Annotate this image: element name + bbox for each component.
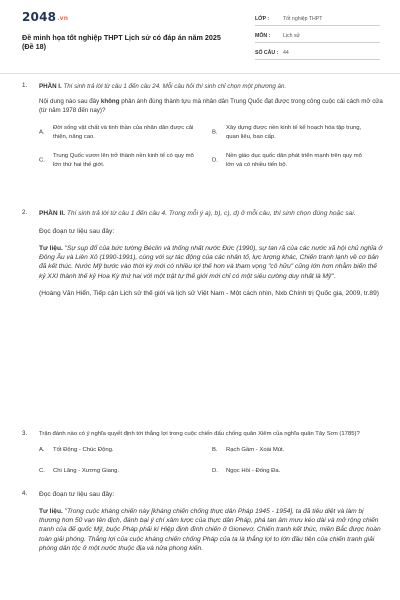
option-text: Đời sống vật chất và tinh thần của nhân dân được cải thiện, nâng cao.	[53, 125, 194, 140]
source-passage	[39, 244, 384, 281]
info-value: 44	[283, 49, 289, 56]
exam-info	[255, 12, 380, 63]
question-body	[39, 209, 384, 298]
option-c[interactable]	[39, 468, 119, 474]
option-d[interactable]	[212, 152, 372, 170]
info-label: SỐ CÂU :	[255, 49, 279, 56]
option-text: Chi Lăng - Xương Giang.	[53, 467, 120, 474]
option-letter: C.	[39, 157, 45, 164]
option-text: Ngọc Hồi - Đống Đa.	[226, 467, 281, 474]
part-label: PHẦN II.	[39, 210, 66, 217]
option-a[interactable]	[39, 124, 199, 142]
info-label: LỚP :	[255, 15, 270, 22]
info-row-subject	[255, 29, 380, 43]
document-title: Đề minh họa tốt nghiệp THPT Lịch sử có đáp án năm 2025 (Đề 18)	[22, 33, 221, 51]
info-value: Lịch sử	[283, 32, 301, 39]
option-text: Xây dựng được nền kinh tế kế hoạch hóa tập trung, quan liêu, bao cấp.	[226, 125, 362, 140]
stem-text: phản ánh đúng thành tựu mà nhân dân Trung Quốc đạt được trong công cuộc cải cách mở cửa (từ năm 1978 đến nay)?	[39, 98, 383, 114]
question-number: 4.	[22, 490, 28, 497]
option-c[interactable]	[39, 152, 199, 170]
option-letter: A.	[39, 129, 45, 136]
source-text: "Sự sụp đổ của bức tường Béclin và thống nhất nước Đức (1990), sự tan rã của các nước xã hội chủ nghĩa ở Đông Âu và Liên Xô (1990-1991), cùng với sự tác động của các nhân tố, lực lượng khác, Chiến tranh lạnh về cơ bản đã kết thúc. Nước Mỹ bước vào thời kỳ mới có nhiều lợi thế hơn và tham vọng "cô hữu" cũng lớn hơn nhằm biến thế kỷ XXI thành thế kỷ Hoa Kỳ thứ hai với một trật tự thế giới mới chỉ có một siêu cường duy nhất là Mỹ".	[39, 245, 383, 280]
header-divider	[0, 73, 400, 74]
option-text: Rạch Gầm - Xoài Mút.	[226, 446, 285, 453]
page-header	[0, 0, 400, 70]
option-letter: C.	[39, 467, 45, 474]
question-4	[22, 490, 384, 598]
stem-text: Nội dung nào sau đây	[39, 98, 101, 105]
option-b[interactable]	[212, 124, 372, 142]
read-instruction: Đọc đoạn tư liệu sau đây:	[39, 491, 115, 498]
option-text: Trung Quốc vươn lên trở thành nền kinh tế có quy mô lớn thứ hai thế giới.	[53, 153, 194, 168]
options	[39, 443, 384, 479]
info-value: Tốt nghiệp THPT	[283, 15, 323, 22]
option-letter: D.	[212, 157, 218, 164]
question-stem	[39, 97, 384, 115]
option-b[interactable]	[212, 447, 284, 453]
option-letter: D.	[212, 467, 218, 474]
question-body	[39, 430, 384, 479]
info-row-class	[255, 12, 380, 26]
question-body	[39, 82, 384, 190]
option-d[interactable]	[212, 468, 280, 474]
logo-suffix: .vn	[57, 15, 69, 22]
info-label: MÔN :	[255, 32, 271, 39]
site-logo[interactable]	[22, 10, 68, 24]
source-label: Tư liệu.	[39, 508, 63, 515]
option-letter: B.	[212, 129, 218, 136]
question-2	[22, 209, 384, 389]
question-number: 1.	[22, 82, 28, 89]
source-citation: (Hoàng Văn Hiển, Tiếp cận Lịch sử thế giới và lịch sử Việt Nam - Một cách nhìn, Nxb Chính trị Quốc gia, 2009, tr.89)	[39, 289, 379, 297]
question-3	[22, 430, 384, 485]
part-instruction: Thí sinh trả lời từ câu 1 đến câu 24. Mỗi câu hỏi thí sinh chỉ chọn một phương án.	[63, 83, 287, 90]
source-passage	[39, 507, 384, 553]
logo-text: 2048	[22, 10, 57, 24]
stem-emphasis: không	[100, 98, 120, 105]
question-number: 3.	[22, 430, 28, 437]
question-body	[39, 490, 384, 553]
source-label: Tư liệu.	[39, 245, 63, 252]
question-number: 2.	[22, 209, 28, 216]
part-label: PHẦN I.	[39, 83, 62, 90]
option-letter: B.	[212, 446, 218, 453]
question-stem: Trận đánh nào có ý nghĩa quyết định tới thắng lợi trong cuộc chiến đấu chống quân Xiêm của nghĩa quân Tây Sơn (1785)?	[39, 431, 360, 437]
read-instruction: Đọc đoạn tư liệu sau đây:	[39, 228, 115, 235]
info-row-count	[255, 46, 380, 60]
option-letter: A.	[39, 446, 45, 453]
question-1	[22, 82, 384, 194]
source-text: "Trong cuộc kháng chiến này [kháng chiến chống thực dân Pháp 1945 - 1954], ta đã tiêu diệt và làm bị thương hơn 50 vạn tên địch, đánh bại ý chí xâm lược của thực dân Pháp, phá tan âm mưu kéo dài và mở rộng chiến tranh của đế quốc Mỹ, buộc Pháp phải kí Hiệp định đình chiến ở Gionevơ. Chiến tranh kết thúc, miền Bắc được hoàn toàn giải phóng. Thắng lợi của cuộc kháng chiến chống Pháp của ta là thắng lợi to lớn đầu tiên của chiến tranh giải phóng dân tộc ở một nước thuộc địa và nửa phong kiến.	[39, 508, 381, 552]
part-heading	[39, 209, 384, 219]
options	[39, 120, 384, 190]
option-text: Tốt Động - Chúc Động.	[53, 446, 114, 453]
option-text: Nền giáo dục quốc dân phát triển mạnh trên quy mô lớn và có nhiều tiến bộ.	[226, 153, 362, 168]
option-a[interactable]	[39, 447, 114, 453]
part-instruction: Thí sinh trả lời từ câu 1 đến câu 4. Trong mỗi ý a), b), c), d) ở mỗi câu, thí sinh chọn đúng hoặc sai.	[66, 210, 356, 217]
part-heading	[39, 82, 384, 91]
